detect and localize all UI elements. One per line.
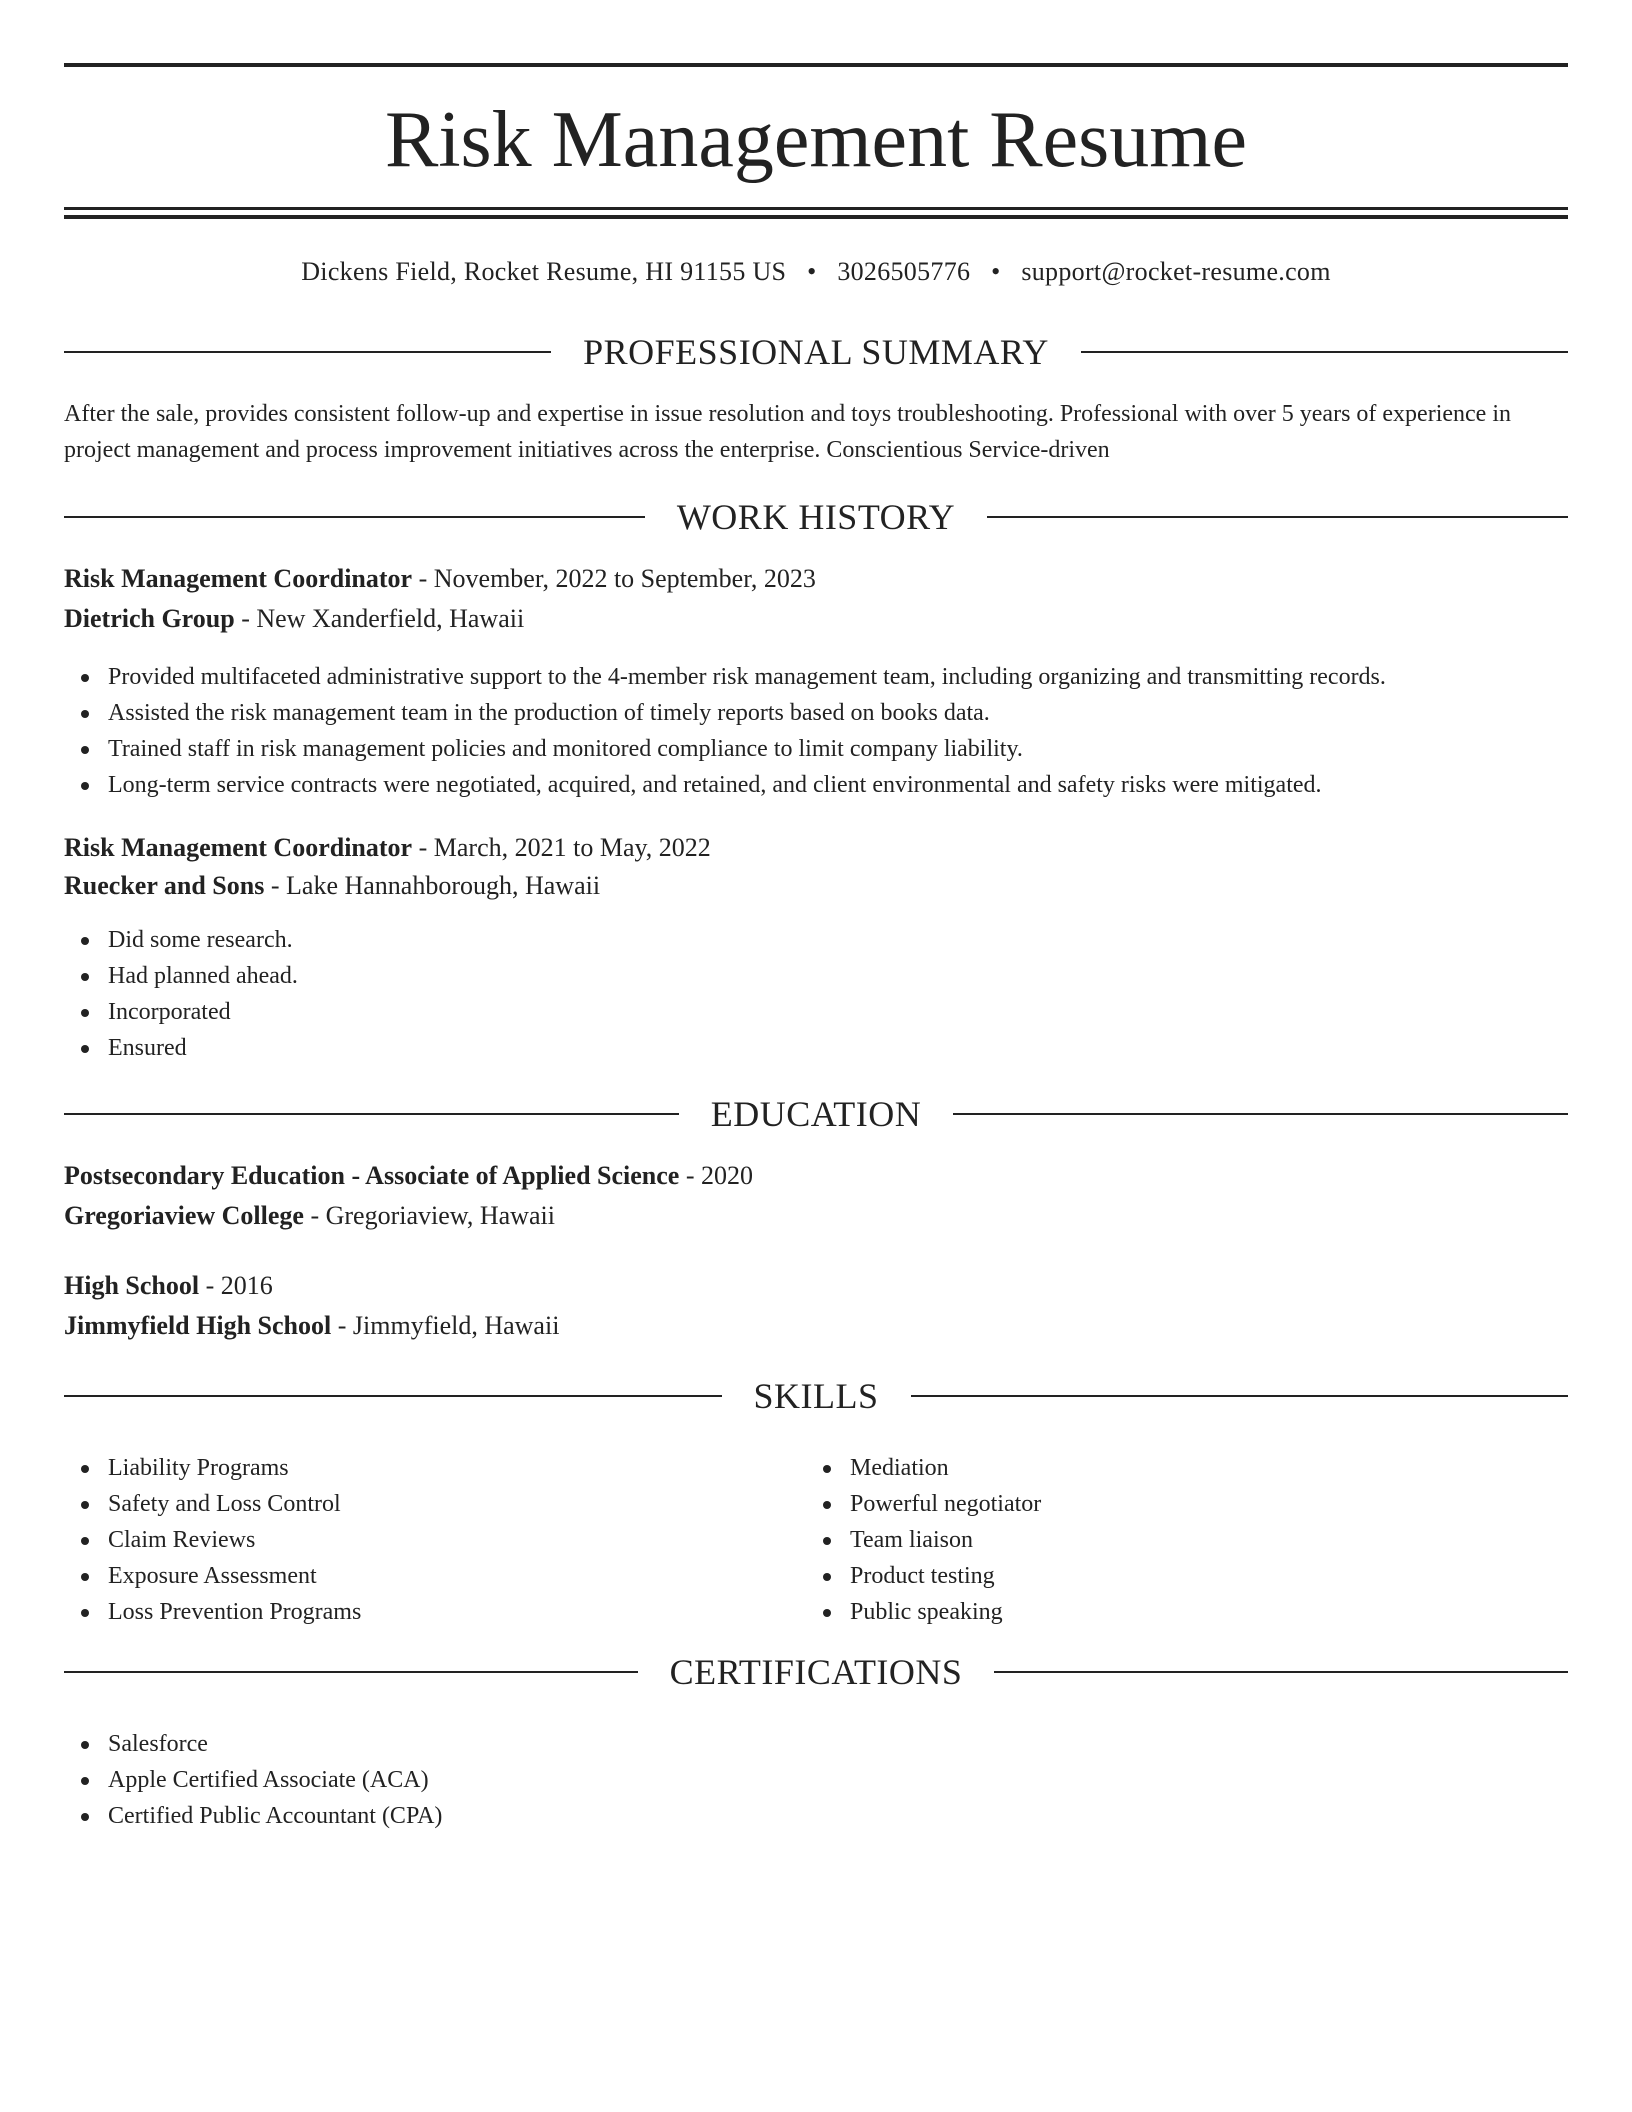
education-year: - 2020: [679, 1161, 754, 1190]
skills-list-right: [806, 1450, 1041, 1630]
contact-separator: •: [991, 257, 1001, 286]
job-company: Dietrich Group: [64, 604, 235, 633]
heading-rule: [64, 351, 551, 353]
list-item: Certified Public Accountant (CPA): [64, 1798, 442, 1834]
job-title-line: [64, 830, 1568, 866]
list-item: Product testing: [806, 1558, 1041, 1594]
job-location: - New Xanderfield, Hawaii: [234, 604, 525, 633]
contact-line: [64, 254, 1568, 290]
list-item: Public speaking: [806, 1594, 1041, 1630]
list-item: Salesforce: [64, 1726, 442, 1762]
education-degree-line: [64, 1158, 1568, 1194]
heading-rule: [994, 1671, 1568, 1673]
list-item: Incorporated: [64, 994, 298, 1030]
education-school-line: [64, 1198, 1568, 1234]
heading-rule: [64, 1113, 679, 1115]
section-heading-label: PROFESSIONAL SUMMARY: [583, 332, 1049, 372]
education-location: - Jimmyfield, Hawaii: [331, 1311, 560, 1340]
certifications-list: [64, 1726, 442, 1834]
section-heading-label: CERTIFICATIONS: [669, 1652, 963, 1692]
section-heading-work: [64, 495, 1568, 539]
education-location: - Gregoriaview, Hawaii: [303, 1201, 555, 1230]
list-item: Ensured: [64, 1030, 298, 1066]
heading-rule: [911, 1395, 1569, 1397]
job-company-line: [64, 601, 1568, 637]
job-location: - Lake Hannahborough, Hawaii: [264, 871, 601, 900]
skills-list-left: [64, 1450, 361, 1630]
education-year: - 2016: [199, 1271, 273, 1300]
list-item: Team liaison: [806, 1522, 1041, 1558]
list-item: Safety and Loss Control: [64, 1486, 361, 1522]
heading-rule: [1081, 351, 1568, 353]
list-item: Powerful negotiator: [806, 1486, 1041, 1522]
list-item: Loss Prevention Programs: [64, 1594, 361, 1630]
contact-separator: •: [807, 257, 817, 286]
education-school: Jimmyfield High School: [64, 1311, 332, 1340]
education-degree-line: [64, 1268, 1568, 1304]
job-title: Risk Management Coordinator: [64, 833, 413, 862]
section-heading-skills: [64, 1374, 1568, 1418]
list-item: Did some research.: [64, 922, 298, 958]
contact-phone: 3026505776: [837, 257, 971, 286]
job-company-line: [64, 868, 1568, 904]
education-degree: Postsecondary Education - Associate of Applied Science: [64, 1161, 680, 1190]
job-duties-list: [64, 659, 1386, 803]
section-heading-label: EDUCATION: [710, 1094, 922, 1134]
top-rule: [64, 63, 1568, 67]
list-item: Exposure Assessment: [64, 1558, 361, 1594]
list-item: Apple Certified Associate (ACA): [64, 1762, 442, 1798]
job-company: Ruecker and Sons: [64, 871, 265, 900]
section-heading-education: [64, 1092, 1568, 1136]
heading-rule: [953, 1113, 1568, 1115]
education-school-line: [64, 1308, 1568, 1344]
contact-address: Dickens Field, Rocket Resume, HI 91155 US: [301, 257, 787, 286]
list-item: Trained staff in risk management policies and monitored compliance to limit company liability.: [64, 731, 1386, 767]
list-item: Claim Reviews: [64, 1522, 361, 1558]
heading-rule: [64, 516, 645, 518]
list-item: Provided multifaceted administrative support to the 4-member risk management team, including organizing and transmitting records.: [64, 659, 1386, 695]
summary-text: After the sale, provides consistent follow-up and expertise in issue resolution and toys troubleshooting. Professional with over 5 years of experience in project management and process improvement initiatives across the enterprise. Conscientious Service-driven: [64, 401, 1511, 463]
list-item: Assisted the risk management team in the production of timely reports based on books data.: [64, 695, 1386, 731]
section-heading-label: SKILLS: [753, 1376, 879, 1416]
title-double-rule: [64, 207, 1568, 219]
resume-title: Risk Management Resume: [384, 96, 1248, 184]
heading-rule: [987, 516, 1568, 518]
job-dates: - November, 2022 to September, 2023: [412, 564, 816, 593]
contact-email: support@rocket-resume.com: [1021, 257, 1331, 286]
section-heading-label: WORK HISTORY: [676, 497, 956, 537]
section-heading-summary: [64, 330, 1568, 374]
heading-rule: [64, 1671, 638, 1673]
list-item: Mediation: [806, 1450, 1041, 1486]
section-heading-certifications: [64, 1650, 1568, 1694]
education-school: Gregoriaview College: [64, 1201, 304, 1230]
list-item: Liability Programs: [64, 1450, 361, 1486]
job-title: Risk Management Coordinator: [64, 564, 413, 593]
list-item: Had planned ahead.: [64, 958, 298, 994]
job-title-line: [64, 561, 1568, 597]
job-duties-list: [64, 922, 298, 1066]
job-dates: - March, 2021 to May, 2022: [412, 833, 711, 862]
heading-rule: [64, 1395, 722, 1397]
education-degree: High School: [64, 1271, 200, 1300]
list-item: Long-term service contracts were negotiated, acquired, and retained, and client environmental and safety risks were mitigated.: [64, 767, 1386, 803]
